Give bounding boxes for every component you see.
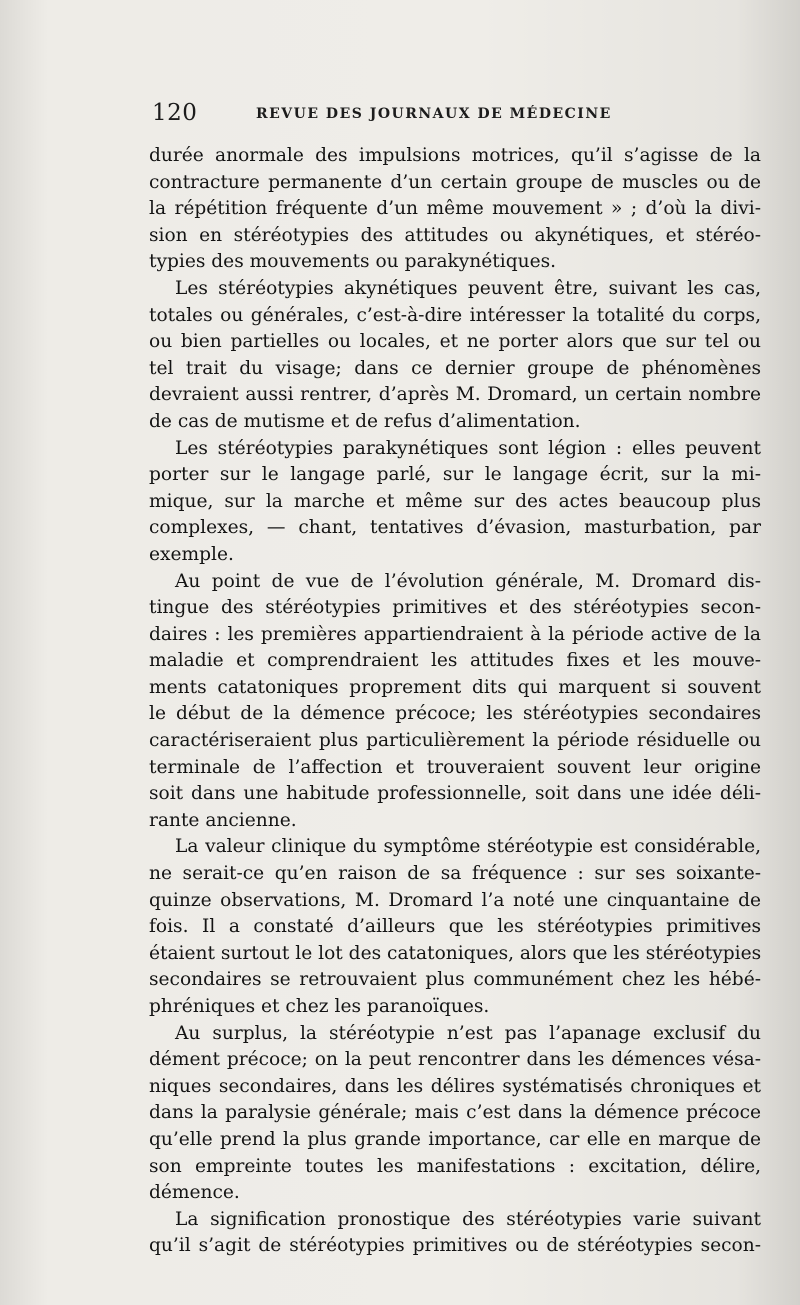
text-line: La signification pronostique des stéréotypies varie suivant [175, 1208, 761, 1230]
body-text [149, 143, 761, 1260]
text-line: fois. Il a constaté d’ailleurs que les stéréotypies primitives [149, 916, 761, 938]
text-line: sion en stéréotypies des attitudes ou akynétiques, et stéréo- [149, 224, 761, 246]
text-line: Les stéréotypies akynétiques peuvent être, suivant les cas, [175, 277, 761, 299]
journal-title: REVUE DES JOURNAUX DE MÉDECINE [256, 106, 612, 122]
text-line: porter sur le langage parlé, sur le langage écrit, sur la mi- [149, 464, 761, 486]
text-line: de cas de mutisme et de refus d’alimentation. [149, 410, 581, 432]
text-line: maladie et comprendraient les attitudes fixes et les mouve- [149, 650, 761, 672]
text-line: complexes, — chant, tentatives d’évasion, masturbation, par [149, 517, 761, 539]
text-line: secondaires se retrouvaient plus communément chez les hébé- [149, 969, 761, 991]
running-header [150, 100, 762, 132]
text-line: démence. [149, 1182, 240, 1204]
text-line: contracture permanente d’un certain groupe de muscles ou de [149, 171, 761, 193]
text-line: quinze observations, M. Dromard l’a noté une cinquantaine de [149, 889, 761, 911]
text-line: ments catatoniques proprement dits qui marquent si souvent [149, 676, 761, 698]
text-line: phréniques et chez les paranoïques. [149, 996, 490, 1017]
text-line: La valeur clinique du symptôme stéréotypie est considérable, [175, 836, 761, 858]
text-line: Les stéréotypies parakynétiques sont légion : elles peuvent [175, 437, 761, 459]
text-line: Au surplus, la stéréotypie n’est pas l’apanage exclusif du [175, 1022, 761, 1044]
text-line: typies des mouvements ou parakynétiques. [149, 251, 557, 273]
text-line: ou bien partielles ou locales, et ne porter alors que sur tel ou [149, 331, 761, 353]
text-line: tingue des stéréotypies primitives et des stéréotypies secon- [149, 597, 761, 619]
text-line: mique, sur la marche et même sur des actes beaucoup plus [149, 490, 761, 512]
text-line: daires : les premières appartiendraient à la période active de la [149, 623, 761, 645]
text-line: soit dans une habitude professionnelle, soit dans une idée déli- [149, 783, 761, 805]
text-line: la répétition fréquente d’un même mouvement » ; d’où la divi- [149, 198, 761, 220]
text-line: totales ou générales, c’est-à-dire intéresser la totalité du corps, [149, 304, 761, 326]
text-line: son empreinte toutes les manifestations : excitation, délire, [149, 1155, 761, 1177]
text-line: qu’il s’agit de stéréotypies primitives ou de stéréotypies secon- [149, 1235, 761, 1257]
page-number: 120 [152, 100, 198, 126]
text-line: dans la paralysie générale; mais c’est dans la démence précoce [149, 1102, 761, 1124]
text-line: terminale de l’affection et trouveraient souvent leur origine [149, 756, 761, 778]
text-line: tel trait du visage; dans ce dernier groupe de phénomènes [149, 357, 761, 379]
text-line: étaient surtout le lot des catatoniques, alors que les stéréotypies [149, 942, 762, 964]
text-line: dément précoce; on la peut rencontrer dans les démences vésa- [149, 1049, 761, 1071]
text-line: le début de la démence précoce; les stéréotypies secondaires [149, 703, 761, 725]
text-line: durée anormale des impulsions motrices, qu’il s’agisse de la [149, 145, 761, 166]
text-line: exemple. [149, 543, 234, 565]
text-line: Au point de vue de l’évolution générale, M. Dromard dis- [175, 570, 761, 592]
text-line: rante ancienne. [149, 809, 297, 831]
text-line: niques secondaires, dans les délires systématisés chroniques et [149, 1075, 761, 1097]
text-line: ne serait-ce qu’en raison de sa fréquence : sur ses soixante- [149, 863, 761, 885]
text-line: devraient aussi rentrer, d’après M. Dromard, un certain nombre [149, 384, 761, 406]
text-line: qu’elle prend la plus grande importance, car elle en marque de [149, 1128, 761, 1150]
text-line: caractériseraient plus particulièrement la période résiduelle ou [149, 730, 761, 752]
